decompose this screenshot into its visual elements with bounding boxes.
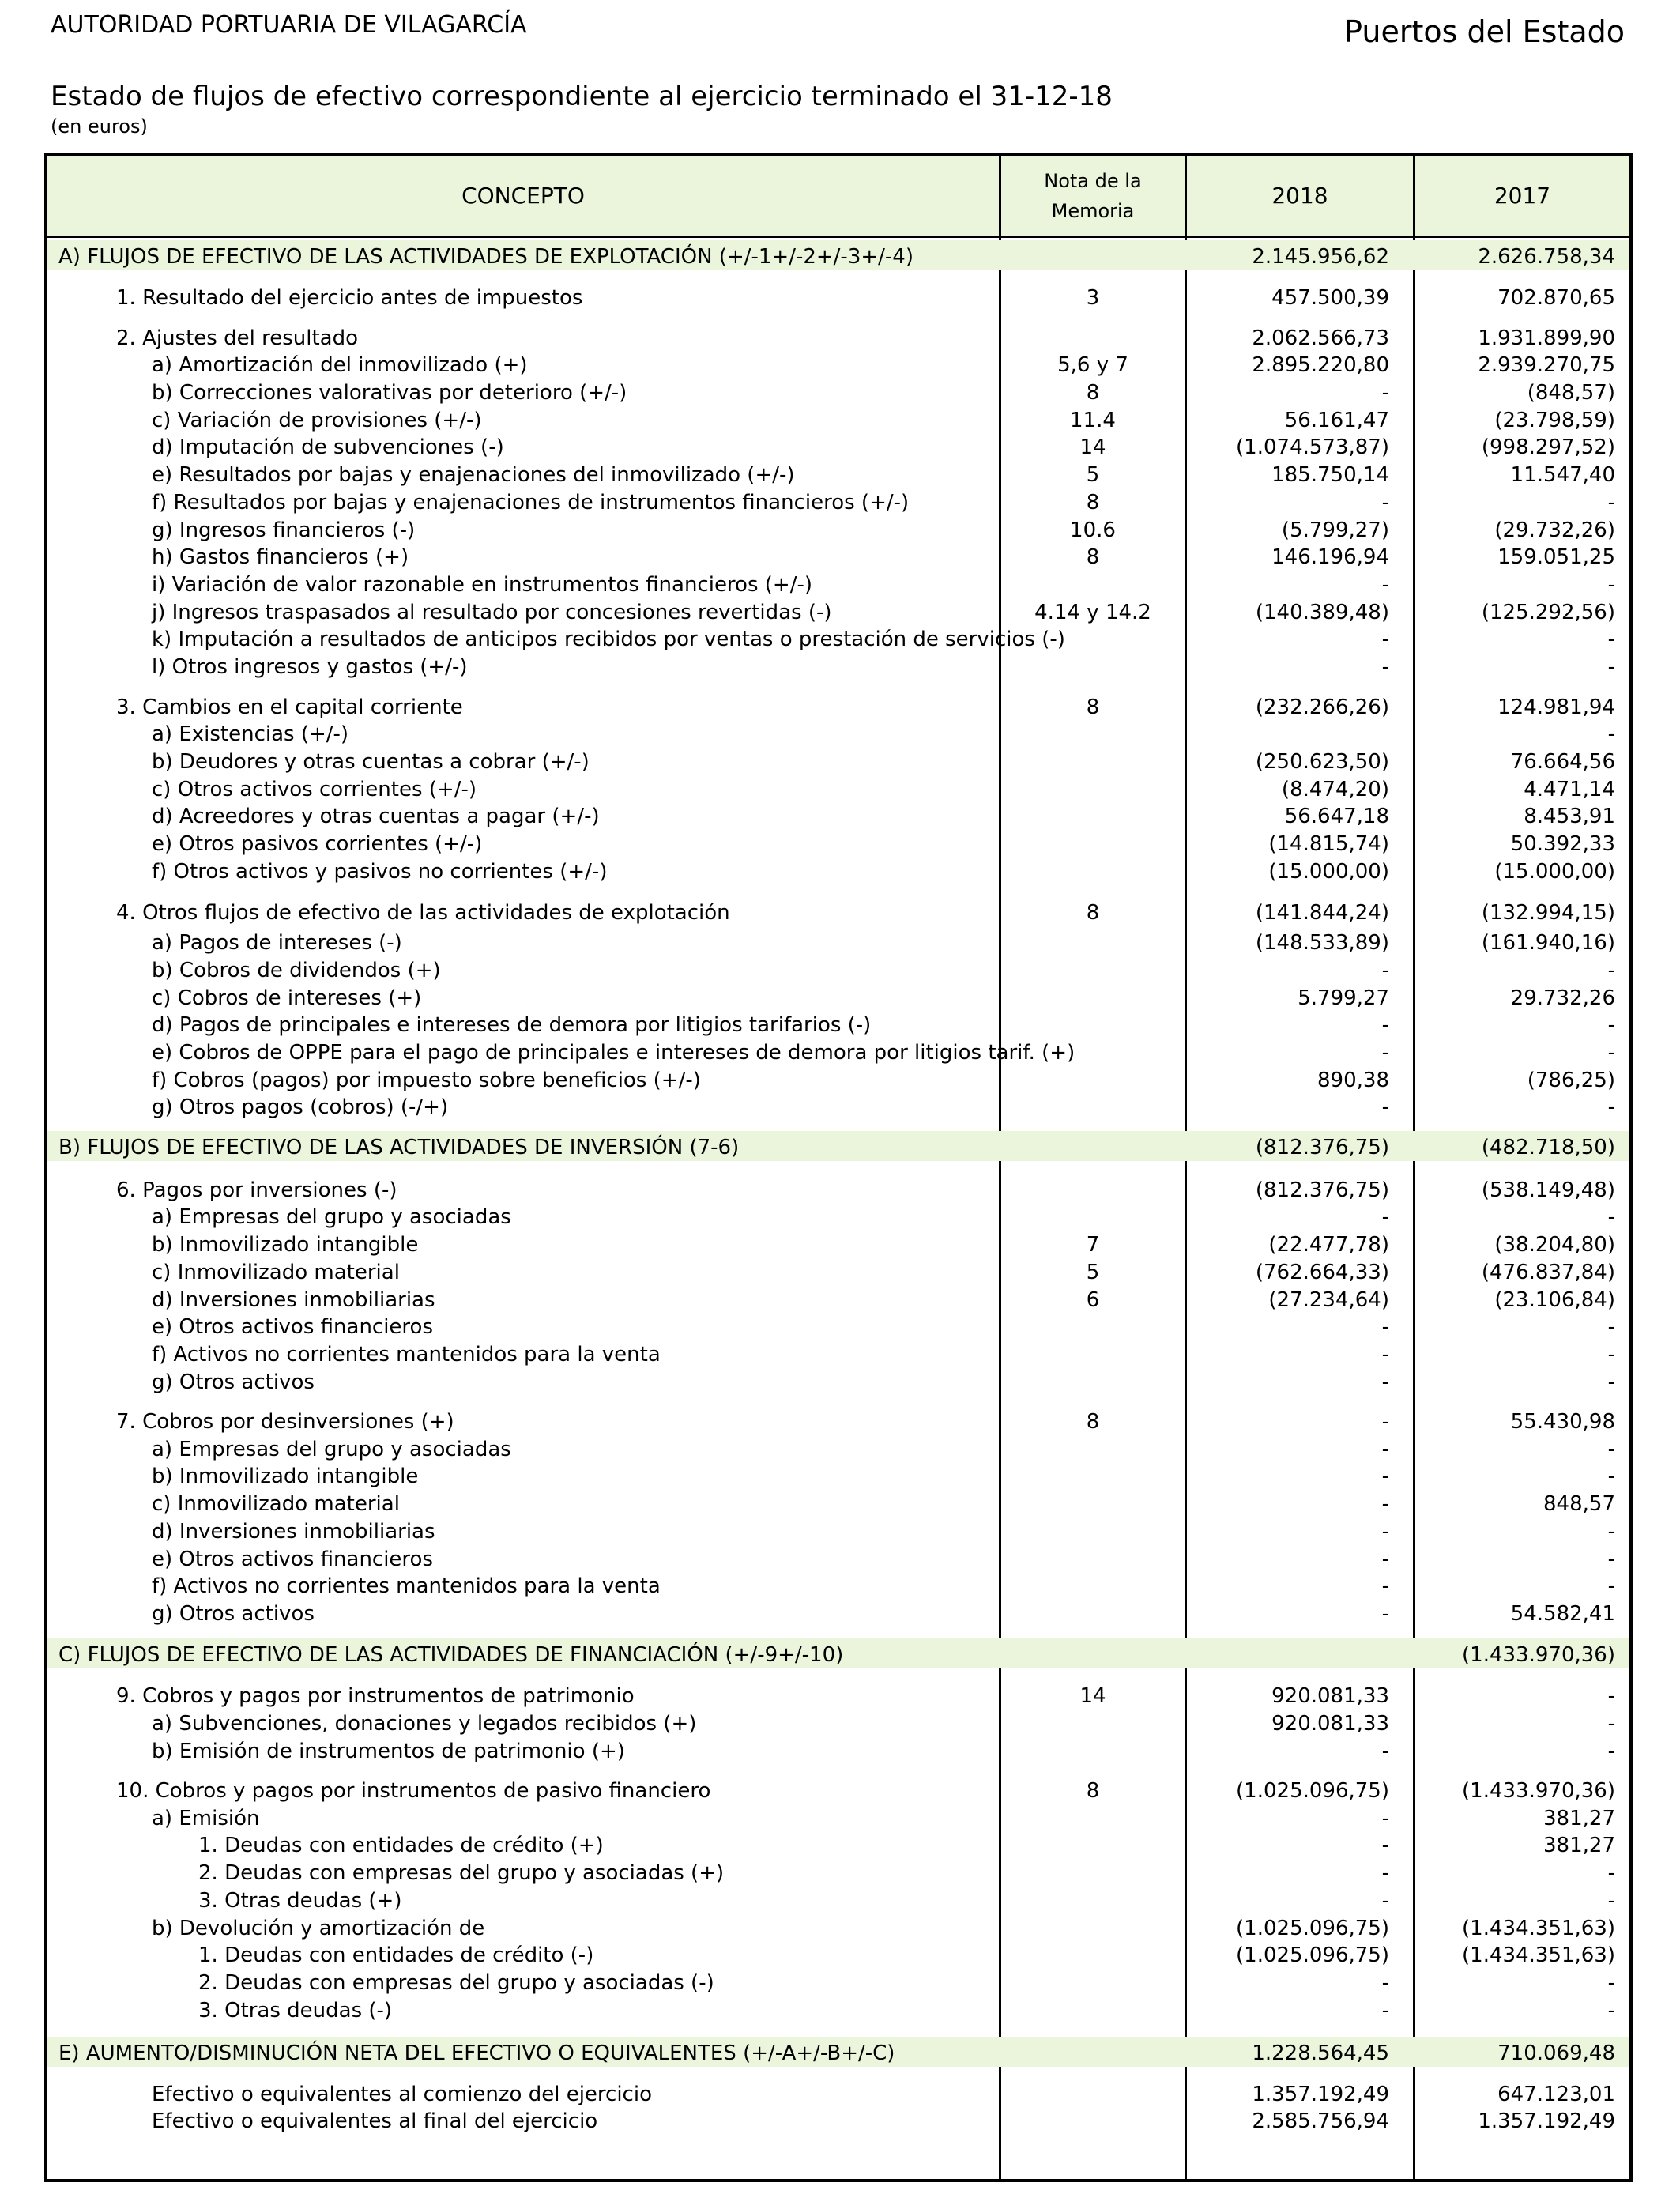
row-value-2017: 50.392,33 [1510, 832, 1615, 856]
row-value-2017: - [1607, 1370, 1615, 1394]
row-value-2017: - [1607, 1889, 1615, 1913]
row-value-2018: - [1381, 1438, 1389, 1461]
table-row [47, 1518, 1629, 1546]
table-row [47, 1777, 1629, 1805]
row-value-2018: (1.025.096,75) [1236, 1943, 1389, 1967]
row-value-2018: - [1381, 1834, 1389, 1857]
table-row [47, 352, 1629, 379]
col-header-nota [1001, 156, 1185, 236]
row-value-2018: - [1381, 1041, 1389, 1065]
row-nota: 5 [1086, 463, 1100, 487]
row-nota: 4.14 y 14.2 [1034, 601, 1151, 624]
table-header [47, 156, 1629, 238]
row-value-2017: - [1607, 1041, 1615, 1065]
row-label: a) Amortización del inmovilizado (+) [152, 353, 528, 377]
row-value-2017: 2.939.270,75 [1478, 353, 1615, 377]
table-row [47, 1942, 1629, 1970]
col-header-2017: 2017 [1494, 183, 1551, 209]
row-value-2017: (161.940,16) [1481, 931, 1615, 955]
row-value-2017: 54.582,41 [1510, 1602, 1615, 1626]
row-value-2017: - [1607, 1205, 1615, 1229]
row-value-2017: (998.297,52) [1481, 435, 1615, 459]
row-value-2018: 5.799,27 [1298, 986, 1389, 1010]
row-value-2017: - [1607, 1095, 1615, 1119]
row-value-2018: - [1381, 1465, 1389, 1488]
row-value-2017: 4.471,14 [1524, 778, 1615, 801]
row-value-2017: 710.069,48 [1497, 2041, 1615, 2065]
row-value-2018: 146.196,94 [1271, 545, 1389, 569]
row-value-2018: (812.376,75) [1255, 1178, 1389, 1202]
row-label: 2. Deudas con empresas del grupo y asociadas (+) [198, 1861, 725, 1885]
row-value-2017: - [1607, 1547, 1615, 1571]
row-value-2018: (14.815,74) [1268, 832, 1389, 856]
row-label: a) Subvenciones, donaciones y legados recibidos (+) [152, 1712, 697, 1736]
table-row [47, 325, 1629, 352]
row-label: Efectivo o equivalentes al comienzo del ejercicio [152, 2083, 652, 2106]
row-value-2017: - [1607, 628, 1615, 651]
table-row [47, 929, 1629, 957]
table-row [47, 1915, 1629, 1943]
row-label: 1. Deudas con entidades de crédito (+) [198, 1834, 604, 1857]
table-row [47, 1341, 1629, 1369]
row-value-2018: - [1381, 655, 1389, 679]
table-row [47, 1970, 1629, 1997]
table-row [47, 1738, 1629, 1766]
row-label: g) Ingresos financieros (-) [152, 518, 416, 542]
table-row [47, 544, 1629, 571]
table-row [47, 1710, 1629, 1738]
row-value-2018: (250.623,50) [1255, 750, 1389, 774]
table-row [47, 1436, 1629, 1464]
row-value-2017: - [1607, 1465, 1615, 1488]
row-value-2018: (762.664,33) [1255, 1261, 1389, 1284]
row-value-2017: (29.732,26) [1494, 518, 1615, 542]
table-row [47, 1832, 1629, 1860]
row-value-2017: 381,27 [1543, 1807, 1615, 1830]
row-value-2017: 8.453,91 [1524, 805, 1615, 828]
table-row [47, 1573, 1629, 1600]
row-value-2018: (22.477,78) [1268, 1233, 1389, 1257]
row-nota: 8 [1086, 381, 1100, 405]
row-value-2017: - [1607, 1574, 1615, 1598]
row-label: c) Cobros de intereses (+) [152, 986, 422, 1010]
row-value-2018: (5.799,27) [1281, 518, 1389, 542]
row-value-2017: - [1607, 1684, 1615, 1708]
row-nota: 10.6 [1070, 518, 1116, 542]
row-value-2018: - [1381, 491, 1389, 515]
row-value-2018: 185.750,14 [1271, 463, 1389, 487]
row-value-2017: 1.357.192,49 [1478, 2109, 1615, 2133]
row-value-2018: (8.474,20) [1281, 778, 1389, 801]
row-value-2017: 647.123,01 [1497, 2083, 1615, 2106]
row-value-2018: - [1381, 1547, 1389, 1571]
brand-name: Puertos del Estado [1344, 14, 1625, 49]
table-row [47, 1012, 1629, 1039]
row-value-2018: 2.585.756,94 [1252, 2109, 1389, 2133]
row-value-2017: - [1607, 1861, 1615, 1885]
row-value-2018: 920.081,33 [1271, 1712, 1389, 1736]
row-nota: 8 [1086, 901, 1100, 925]
row-value-2018: 920.081,33 [1271, 1684, 1389, 1708]
row-value-2017: (538.149,48) [1481, 1178, 1615, 1202]
table-row [47, 517, 1629, 545]
row-label: e) Otros pasivos corrientes (+/-) [152, 832, 483, 856]
row-label: 3. Otras deudas (+) [198, 1889, 402, 1913]
table-row [47, 626, 1629, 654]
row-value-2018: - [1381, 1013, 1389, 1037]
table-row [47, 1600, 1629, 1628]
table-row [47, 1408, 1629, 1436]
row-value-2018: - [1381, 1520, 1389, 1544]
row-label: b) Cobros de dividendos (+) [152, 959, 441, 982]
row-label: 3. Cambios en el capital corriente [116, 696, 463, 719]
table-row [47, 1204, 1629, 1231]
row-value-2018: - [1381, 1370, 1389, 1394]
row-value-2018: 56.161,47 [1284, 409, 1389, 432]
row-value-2017: (15.000,00) [1494, 860, 1615, 884]
row-label: f) Activos no corrientes mantenidos para la venta [152, 1343, 661, 1367]
row-nota: 5 [1086, 1261, 1100, 1284]
table-row [47, 285, 1629, 312]
row-value-2017: (38.204,80) [1494, 1233, 1615, 1257]
table-row [47, 803, 1629, 831]
row-value-2018: - [1381, 1889, 1389, 1913]
row-value-2018: - [1381, 1492, 1389, 1516]
row-value-2017: - [1607, 1712, 1615, 1736]
table-row [47, 957, 1629, 985]
cash-flow-table [44, 153, 1633, 2182]
table-row [47, 654, 1629, 681]
row-label: e) Otros activos financieros [152, 1315, 434, 1339]
row-label: C) FLUJOS DE EFECTIVO DE LAS ACTIVIDADES DE FINANCIACIÓN (+/-9+/-10) [58, 1643, 844, 1667]
table-row [47, 599, 1629, 627]
row-label: f) Otros activos y pasivos no corrientes (+/-) [152, 860, 608, 884]
row-value-2017: - [1607, 1315, 1615, 1339]
row-value-2017: 2.626.758,34 [1478, 245, 1615, 269]
row-label: b) Correcciones valorativas por deterioro (+/-) [152, 381, 627, 405]
row-label: i) Variación de valor razonable en instrumentos financieros (+/-) [152, 573, 812, 597]
row-value-2017: 1.931.899,90 [1478, 326, 1615, 350]
row-label: c) Inmovilizado material [152, 1261, 400, 1284]
section-row [47, 242, 1629, 272]
row-value-2017: (23.798,59) [1494, 409, 1615, 432]
row-value-2018: - [1381, 1343, 1389, 1367]
row-nota: 14 [1079, 1684, 1106, 1708]
row-label: b) Inmovilizado intangible [152, 1233, 419, 1257]
row-value-2017: 848,57 [1543, 1492, 1615, 1516]
row-value-2017: 11.547,40 [1510, 463, 1615, 487]
table-row [47, 1860, 1629, 1887]
row-label: a) Empresas del grupo y asociadas [152, 1205, 511, 1229]
row-value-2017: - [1607, 1013, 1615, 1037]
table-row [47, 1287, 1629, 1314]
row-label: g) Otros pagos (cobros) (-/+) [152, 1095, 449, 1119]
row-value-2018: (232.266,26) [1255, 696, 1389, 719]
row-label: l) Otros ingresos y gastos (+/-) [152, 655, 468, 679]
row-value-2018: (15.000,00) [1268, 860, 1389, 884]
row-value-2018: (1.025.096,75) [1236, 1779, 1389, 1803]
row-value-2018: - [1381, 1602, 1389, 1626]
col-header-2018: 2018 [1271, 183, 1328, 209]
row-label: B) FLUJOS DE EFECTIVO DE LAS ACTIVIDADES DE INVERSIÓN (7-6) [58, 1136, 740, 1159]
table-row [47, 489, 1629, 517]
row-label: b) Emisión de instrumentos de patrimonio (+) [152, 1740, 625, 1763]
table-row [47, 1369, 1629, 1397]
row-label: a) Empresas del grupo y asociadas [152, 1438, 511, 1461]
row-label: g) Otros activos [152, 1602, 315, 1626]
row-label: e) Otros activos financieros [152, 1547, 434, 1571]
table-row [47, 1177, 1629, 1204]
row-value-2018: - [1381, 1807, 1389, 1830]
row-value-2018: - [1381, 1315, 1389, 1339]
col-header-nota-line1: Nota de la [1044, 170, 1142, 192]
table-row [47, 571, 1629, 599]
row-nota: 11.4 [1070, 409, 1116, 432]
section-row [47, 2038, 1629, 2068]
row-nota: 8 [1086, 545, 1100, 569]
row-label: b) Deudores y otras cuentas a cobrar (+/-) [152, 750, 590, 774]
row-value-2017: - [1607, 573, 1615, 597]
row-value-2018: (1.025.096,75) [1236, 1917, 1389, 1940]
row-nota: 5,6 y 7 [1057, 353, 1128, 377]
row-value-2018: 457.500,39 [1271, 286, 1389, 310]
row-label: h) Gastos financieros (+) [152, 545, 409, 569]
table-row [47, 379, 1629, 407]
row-value-2017: - [1607, 1971, 1615, 1995]
row-label: j) Ingresos traspasados al resultado por concesiones revertidas (-) [152, 601, 832, 624]
table-row [47, 985, 1629, 1012]
table-row [47, 1259, 1629, 1287]
row-value-2017: (125.292,56) [1481, 601, 1615, 624]
row-value-2017: - [1607, 722, 1615, 746]
row-label: c) Variación de provisiones (+/-) [152, 409, 482, 432]
row-value-2018: - [1381, 1095, 1389, 1119]
row-label: 2. Ajustes del resultado [116, 326, 358, 350]
row-value-2017: (1.434.351,63) [1462, 1917, 1615, 1940]
row-label: Efectivo o equivalentes al final del ejercicio [152, 2109, 598, 2133]
row-label: f) Activos no corrientes mantenidos para la venta [152, 1574, 661, 1598]
row-label: a) Emisión [152, 1807, 260, 1830]
row-value-2017: (132.994,15) [1481, 901, 1615, 925]
authority-name: AUTORIDAD PORTUARIA DE VILAGARCÍA [51, 11, 527, 39]
table-row [47, 1491, 1629, 1518]
row-label: 6. Pagos por inversiones (-) [116, 1178, 397, 1202]
section-row [47, 1133, 1629, 1163]
row-value-2018: (148.533,89) [1255, 931, 1389, 955]
row-nota: 8 [1086, 491, 1100, 515]
row-label: 1. Deudas con entidades de crédito (-) [198, 1943, 594, 1967]
table-row [47, 831, 1629, 858]
table-row [47, 1683, 1629, 1710]
row-value-2018: 890,38 [1317, 1069, 1389, 1092]
row-label: d) Acreedores y otras cuentas a pagar (+/-) [152, 805, 600, 828]
row-label: c) Inmovilizado material [152, 1492, 400, 1516]
row-value-2018: 56.647,18 [1284, 805, 1389, 828]
row-label: b) Devolución y amortización de [152, 1917, 485, 1940]
table-row [47, 899, 1629, 927]
row-value-2018: - [1381, 1574, 1389, 1598]
row-value-2017: 29.732,26 [1510, 986, 1615, 1010]
table-row [47, 1039, 1629, 1067]
table-row [47, 462, 1629, 489]
row-value-2017: - [1607, 1999, 1615, 2022]
row-nota: 3 [1086, 286, 1100, 310]
table-row [47, 2081, 1629, 2109]
table-row [47, 1546, 1629, 1574]
row-value-2017: (23.106,84) [1494, 1288, 1615, 1312]
row-value-2018: - [1381, 573, 1389, 597]
row-label: E) AUMENTO/DISMINUCIÓN NETA DEL EFECTIVO O EQUIVALENTES (+/-A+/-B+/-C) [58, 2041, 895, 2065]
table-row [47, 694, 1629, 722]
row-label: 3. Otras deudas (-) [198, 1999, 393, 2022]
row-value-2018: 1.357.192,49 [1252, 2083, 1389, 2106]
section-row [47, 1640, 1629, 1670]
table-row [47, 1231, 1629, 1259]
row-value-2017: 159.051,25 [1497, 545, 1615, 569]
units-note: (en euros) [51, 115, 148, 138]
row-value-2018: 2.145.956,62 [1252, 245, 1389, 269]
row-value-2017: - [1607, 1520, 1615, 1544]
row-value-2017: - [1607, 959, 1615, 982]
row-label: e) Cobros de OPPE para el pago de principales e intereses de demora por litigios tarif. (+) [152, 1041, 1075, 1065]
row-label: d) Pagos de principales e intereses de demora por litigios tarifarios (-) [152, 1013, 872, 1037]
row-label: c) Otros activos corrientes (+/-) [152, 778, 477, 801]
row-label: g) Otros activos [152, 1370, 315, 1394]
row-value-2017: - [1607, 1438, 1615, 1461]
row-value-2017: 76.664,56 [1510, 750, 1615, 774]
row-label: 10. Cobros y pagos por instrumentos de pasivo financiero [116, 1779, 711, 1803]
row-value-2017: - [1607, 491, 1615, 515]
row-label: f) Cobros (pagos) por impuesto sobre beneficios (+/-) [152, 1069, 701, 1092]
row-label: f) Resultados por bajas y enajenaciones de instrumentos financieros (+/-) [152, 491, 910, 515]
row-value-2018: - [1381, 1205, 1389, 1229]
row-value-2017: - [1607, 1343, 1615, 1367]
row-label: e) Resultados por bajas y enajenaciones del inmovilizado (+/-) [152, 463, 795, 487]
row-label: 9. Cobros y pagos por instrumentos de patrimonio [116, 1684, 635, 1708]
row-label: 4. Otros flujos de efectivo de las actividades de explotación [116, 901, 730, 925]
row-value-2018: (1.074.573,87) [1236, 435, 1389, 459]
row-label: 7. Cobros por desinversiones (+) [116, 1410, 454, 1434]
table-row [47, 776, 1629, 804]
table-row [47, 1887, 1629, 1915]
table-row [47, 1067, 1629, 1095]
row-value-2018: - [1381, 381, 1389, 405]
row-value-2018: (141.844,24) [1255, 901, 1389, 925]
row-value-2017: (1.433.970,36) [1462, 1779, 1615, 1803]
row-label: 1. Resultado del ejercicio antes de impuestos [116, 286, 583, 310]
row-label: b) Inmovilizado intangible [152, 1465, 419, 1488]
table-row [47, 1314, 1629, 1341]
row-value-2017: - [1607, 1740, 1615, 1763]
row-nota: 14 [1079, 435, 1106, 459]
page-title: Estado de flujos de efectivo correspondiente al ejercicio terminado el 31-12-18 [51, 81, 1113, 112]
col-header-concepto: CONCEPTO [461, 183, 585, 209]
row-nota: 8 [1086, 696, 1100, 719]
row-value-2017: (786,25) [1527, 1069, 1615, 1092]
row-label: d) Imputación de subvenciones (-) [152, 435, 504, 459]
row-value-2017: 381,27 [1543, 1834, 1615, 1857]
row-nota: 8 [1086, 1779, 1100, 1803]
row-value-2018: - [1381, 1999, 1389, 2022]
table-row [47, 1997, 1629, 2025]
row-value-2017: (1.434.351,63) [1462, 1943, 1615, 1967]
row-value-2018: 2.062.566,73 [1252, 326, 1389, 350]
table-row [47, 1805, 1629, 1833]
row-value-2018: - [1381, 1410, 1389, 1434]
row-value-2018: (812.376,75) [1255, 1136, 1389, 1159]
table-row [47, 407, 1629, 435]
row-label: A) FLUJOS DE EFECTIVO DE LAS ACTIVIDADES DE EXPLOTACIÓN (+/-1+/-2+/-3+/-4) [58, 245, 913, 269]
row-value-2017: 124.981,94 [1497, 696, 1615, 719]
table-row [47, 434, 1629, 462]
row-label: d) Inversiones inmobiliarias [152, 1288, 435, 1312]
row-value-2018: - [1381, 959, 1389, 982]
row-nota: 6 [1086, 1288, 1100, 1312]
row-label: d) Inversiones inmobiliarias [152, 1520, 435, 1544]
row-value-2017: 702.870,65 [1497, 286, 1615, 310]
table-row [47, 858, 1629, 886]
table-row [47, 721, 1629, 748]
row-value-2017: (848,57) [1527, 381, 1615, 405]
row-value-2018: - [1381, 1971, 1389, 1995]
row-value-2017: (482.718,50) [1481, 1136, 1615, 1159]
table-row [47, 1463, 1629, 1491]
row-value-2018: - [1381, 628, 1389, 651]
row-label: a) Existencias (+/-) [152, 722, 349, 746]
row-value-2018: - [1381, 1740, 1389, 1763]
row-nota: 7 [1086, 1233, 1100, 1257]
row-value-2017: (476.837,84) [1481, 1261, 1615, 1284]
row-value-2017: - [1607, 655, 1615, 679]
row-value-2018: 2.895.220,80 [1252, 353, 1389, 377]
row-value-2018: - [1381, 1861, 1389, 1885]
col-header-nota-line2: Memoria [1051, 200, 1135, 222]
row-label: a) Pagos de intereses (-) [152, 931, 402, 955]
row-nota: 8 [1086, 1410, 1100, 1434]
table-row [47, 1094, 1629, 1122]
row-value-2018: 1.228.564,45 [1252, 2041, 1389, 2065]
table-row [47, 2108, 1629, 2136]
table-row [47, 748, 1629, 776]
row-value-2017: 55.430,98 [1510, 1410, 1615, 1434]
row-value-2018: (140.389,48) [1255, 601, 1389, 624]
row-label: k) Imputación a resultados de anticipos recibidos por ventas o prestación de servicios (-) [152, 628, 1065, 651]
row-value-2017: (1.433.970,36) [1462, 1643, 1615, 1667]
row-label: 2. Deudas con empresas del grupo y asociadas (-) [198, 1971, 714, 1995]
row-value-2018: (27.234,64) [1268, 1288, 1389, 1312]
